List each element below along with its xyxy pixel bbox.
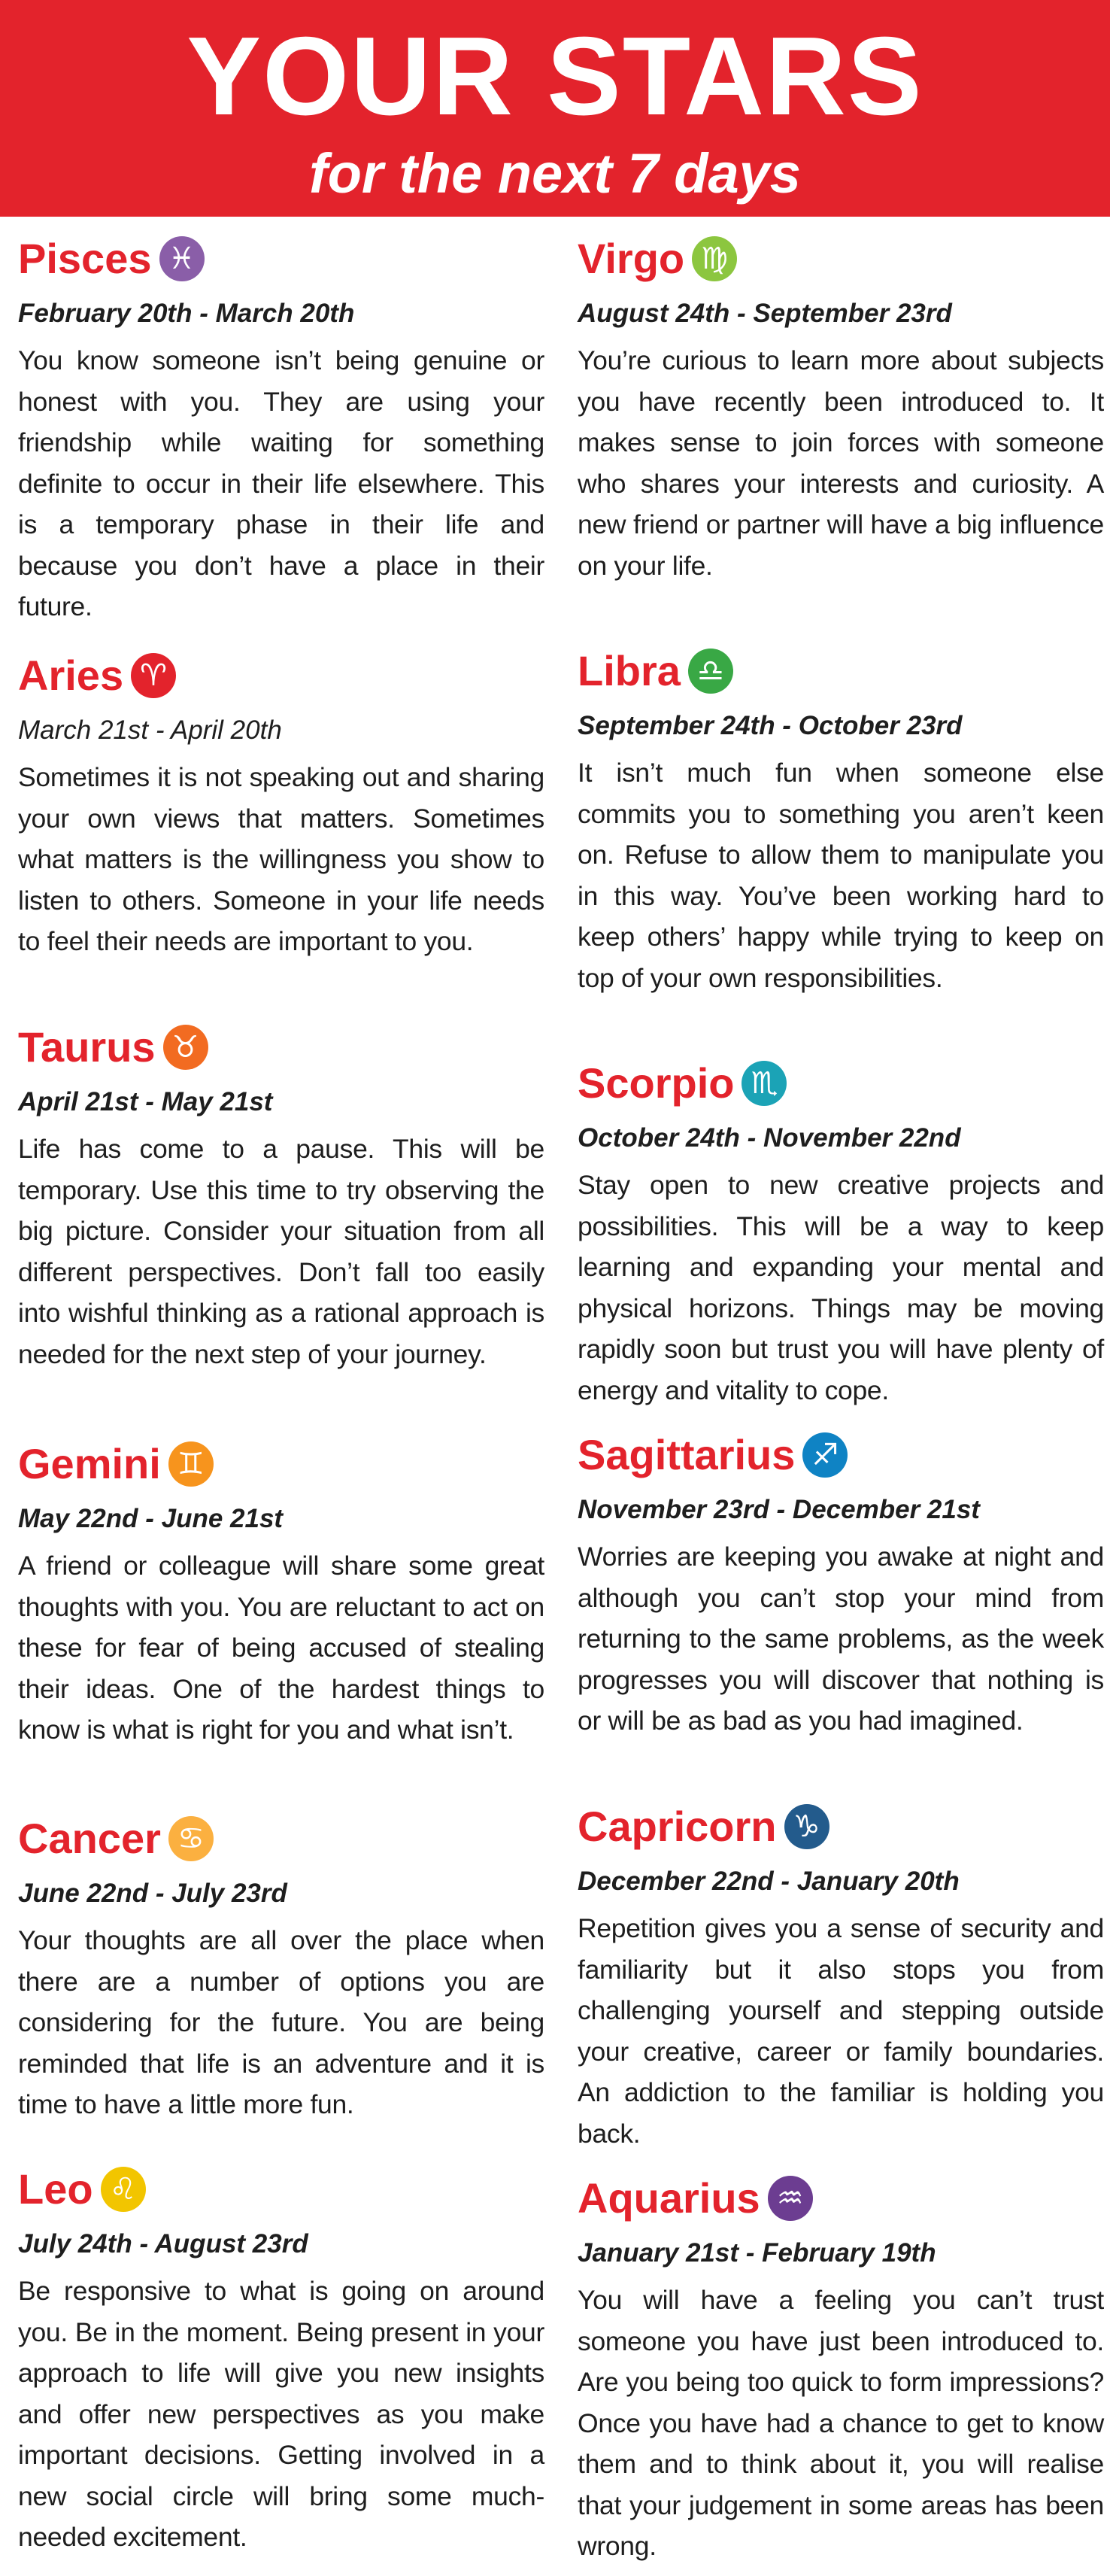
sign-header — [578, 641, 1104, 701]
sign-dates: December 22nd - January 20th — [578, 1867, 960, 1896]
sign-header — [578, 1053, 1104, 1113]
sign-text: Worries are keeping you awake at night and although you can’t stop your mind from returning to the same problems, as the week progresses you will discover that nothing is or will be as bad as you had imagined. — [578, 1542, 1104, 1736]
sign-name: Scorpio — [578, 1059, 735, 1107]
taurus-icon: ♉ — [163, 1025, 208, 1070]
sign-dates: June 22nd - July 23rd — [18, 1879, 287, 1908]
sign-header — [578, 229, 1104, 289]
sign-sagittarius — [578, 1425, 1104, 1742]
sign-aries — [18, 646, 544, 962]
cancer-icon: ♋ — [168, 1816, 214, 1861]
sign-dates: February 20th - March 20th — [18, 299, 355, 328]
sign-name: Sagittarius — [578, 1431, 796, 1478]
scorpio-icon: ♏ — [742, 1061, 787, 1106]
sign-dates: July 24th - August 23rd — [18, 2229, 308, 2259]
sign-name: Aquarius — [578, 2174, 760, 2222]
sign-text: A friend or colleague will share some great thoughts with you. You are reluctant to act on these for fear of being accused of stealing their ideas. One of the hardest things to know is what is right for you and what isn’t. — [18, 1551, 544, 1745]
virgo-icon: ♍ — [692, 236, 737, 281]
sign-text: Be responsive to what is going on around you. Be in the moment. Being present in your approach to life will give you new insights and offer new perspectives as you make important decisions. Getting involved in a new social circle will bring some much-needed excitement. — [18, 2276, 544, 2552]
sign-cancer — [18, 1809, 544, 2125]
sign-libra — [578, 641, 1104, 998]
page-title: YOUR STARS — [187, 14, 923, 138]
sign-text: You will have a feeling you can’t trust someone you have just been introduced to. Are you being too quick to form impressions? Once you have had a chance to get to know them and to think about it, you will realise that your judgement in some areas has been wrong. — [578, 2285, 1104, 2561]
sign-header — [578, 1797, 1104, 1857]
sign-dates: April 21st - May 21st — [18, 1087, 273, 1116]
sign-name: Leo — [18, 2165, 93, 2213]
sign-header — [578, 1425, 1104, 1485]
header-banner — [0, 0, 1110, 217]
sign-dates: March 21st - April 20th — [18, 715, 282, 745]
sign-name: Cancer — [18, 1815, 161, 1862]
sign-text: It isn’t much fun when someone else commits you to something you aren’t keen on. Refuse to allow them to manipulate you in this way. You’ve been working hard to keep others’ happy while trying to keep on top of your own responsibilities. — [578, 758, 1104, 993]
sign-header — [18, 1809, 544, 1869]
gemini-icon: ♊ — [168, 1441, 214, 1487]
sign-dates: August 24th - September 23rd — [578, 299, 952, 328]
sign-virgo — [578, 229, 1104, 586]
sign-dates: January 21st - February 19th — [578, 2238, 936, 2268]
sign-name: Libra — [578, 647, 681, 694]
sagittarius-icon: ♐ — [802, 1432, 848, 1478]
pisces-icon: ♓ — [159, 236, 205, 281]
sign-header — [18, 2159, 544, 2219]
sign-taurus — [18, 1017, 544, 1375]
sign-header — [18, 1017, 544, 1077]
sign-capricorn — [578, 1797, 1104, 2154]
sign-header — [18, 1434, 544, 1494]
sign-name: Capricorn — [578, 1803, 777, 1850]
leo-icon: ♌ — [101, 2167, 146, 2212]
page-subtitle: for the next 7 days — [309, 142, 801, 205]
sign-dates: September 24th - October 23rd — [578, 711, 963, 740]
aries-icon: ♈ — [131, 653, 176, 698]
sign-text: Sometimes it is not speaking out and sharing your own views that matters. Sometimes what matters is the willingness you show to listen to others. Someone in your life needs to feel their needs are important to you. — [18, 762, 544, 956]
sign-dates: November 23rd - December 21st — [578, 1495, 980, 1524]
sign-gemini — [18, 1434, 544, 1751]
sign-aquarius — [578, 2168, 1104, 2567]
sign-leo — [18, 2159, 544, 2558]
sign-text: You’re curious to learn more about subjects you have recently been introduced to. It makes sense to join forces with someone who shares your interests and curiosity. A new friend or partner will have a big influence on your life. — [578, 345, 1104, 581]
sign-text: Stay open to new creative projects and possibilities. This will be a way to keep learning and expanding your mental and physical horizons. Things may be moving rapidly soon but trust you will have plenty of energy and vitality to cope. — [578, 1170, 1104, 1405]
sign-header — [18, 646, 544, 706]
sign-dates: May 22nd - June 21st — [18, 1504, 284, 1533]
sign-text: You know someone isn’t being genuine or honest with you. They are using your friendship while waiting for something definite to occur in their life elsewhere. This is a temporary phase in their life and because you don’t have a place in their future. — [18, 345, 544, 621]
capricorn-icon: ♑ — [784, 1804, 829, 1849]
sign-dates: October 24th - November 22nd — [578, 1123, 961, 1153]
sign-pisces — [18, 229, 544, 627]
sign-name: Virgo — [578, 235, 685, 282]
sign-name: Taurus — [18, 1023, 156, 1071]
sign-name: Aries — [18, 652, 124, 699]
sign-text: Your thoughts are all over the place when there are a number of options you are considering for the future. You are being reminded that life is an adventure and it is time to have a little more fun. — [18, 1925, 544, 2119]
sign-header — [18, 229, 544, 289]
sign-text: Life has come to a pause. This will be temporary. Use this time to try observing the big picture. Consider your situation from all different perspectives. Don’t fall too easily into wishful thinking as a rational approach is needed for the next step of your journey. — [18, 1134, 544, 1369]
aquarius-icon: ♒ — [768, 2176, 813, 2221]
sign-scorpio — [578, 1053, 1104, 1411]
sign-text: Repetition gives you a sense of security and familiarity but it also stops you from challenging yourself and stepping outside your creative, career or family boundaries. An addiction to the familiar is holding you back. — [578, 1913, 1104, 2149]
libra-icon: ♎ — [688, 649, 733, 694]
sign-name: Gemini — [18, 1440, 161, 1487]
sign-header — [578, 2168, 1104, 2228]
sign-name: Pisces — [18, 235, 152, 282]
